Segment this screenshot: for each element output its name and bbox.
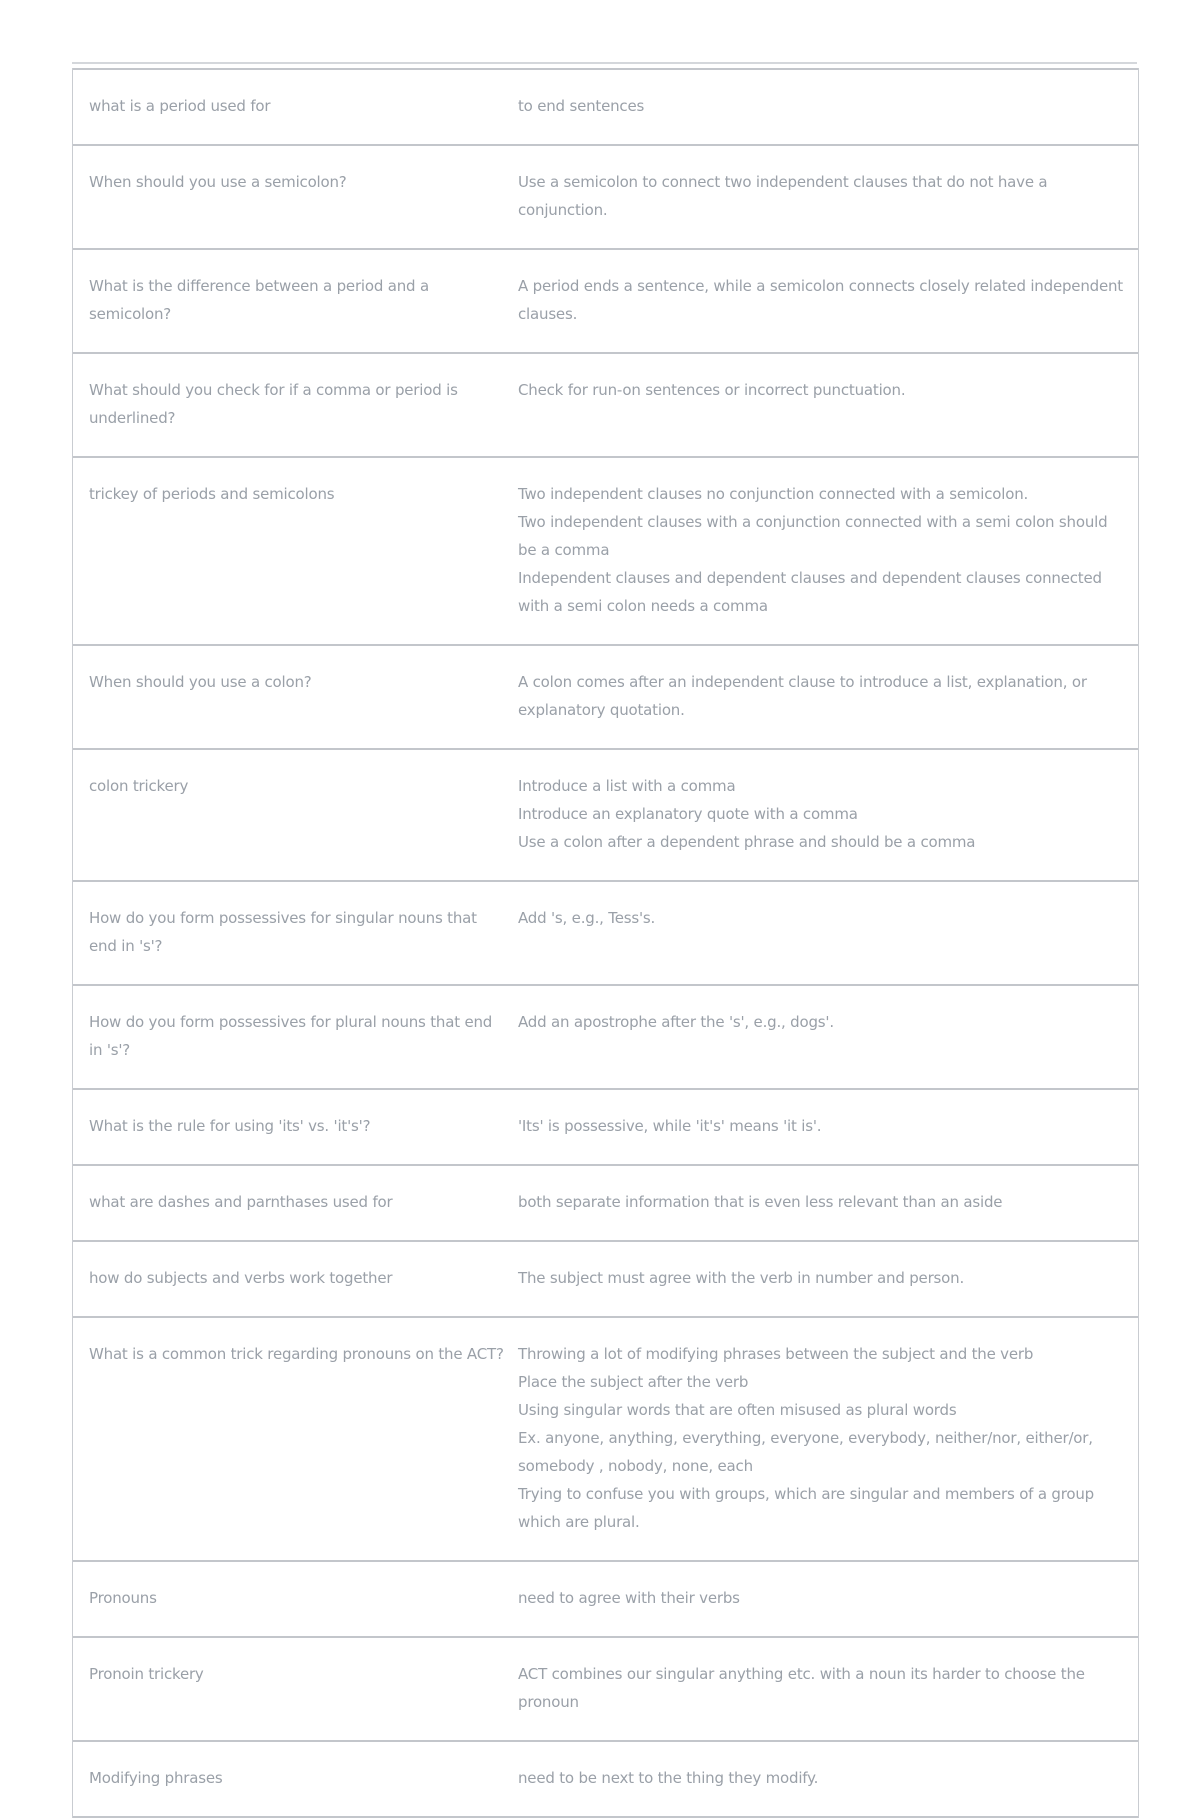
definition-line: Add an apostrophe after the 's', e.g., dogs'. bbox=[518, 1013, 834, 1031]
card-term: Modifying phrases bbox=[89, 1769, 223, 1787]
definition-line: Check for run-on sentences or incorrect punctuation. bbox=[518, 381, 906, 399]
card-term: When should you use a colon? bbox=[89, 673, 312, 691]
card-term: What is the rule for using 'its' vs. 'it's'? bbox=[89, 1117, 371, 1135]
definition-line: Using singular words that are often misused as plural words bbox=[518, 1401, 957, 1419]
card-definition bbox=[518, 1318, 1138, 1560]
card-definition bbox=[518, 1242, 1138, 1316]
card-term: What should you check for if a comma or period is underlined? bbox=[89, 381, 458, 427]
card-term: What is the difference between a period and a semicolon? bbox=[89, 277, 429, 323]
definition-line: Two independent clauses with a conjunction connected with a semi colon should be a comma bbox=[518, 513, 1108, 559]
card-definition bbox=[518, 250, 1138, 352]
card-row bbox=[73, 1636, 1138, 1740]
definition-line: Introduce a list with a comma bbox=[518, 777, 736, 795]
card-term: what are dashes and parnthases used for bbox=[89, 1193, 393, 1211]
card-definition bbox=[518, 146, 1138, 248]
card-row bbox=[73, 748, 1138, 880]
card-term: colon trickery bbox=[89, 777, 189, 795]
card-definition bbox=[518, 1562, 1138, 1636]
definition-line: need to be next to the thing they modify. bbox=[518, 1769, 819, 1787]
definition-line: Throwing a lot of modifying phrases between the subject and the verb bbox=[518, 1345, 1034, 1363]
card-definition bbox=[518, 750, 1138, 880]
flashcard-table bbox=[72, 68, 1139, 1818]
definition-line: Introduce an explanatory quote with a comma bbox=[518, 805, 858, 823]
card-term: How do you form possessives for plural nouns that end in 's'? bbox=[89, 1013, 493, 1059]
card-term: what is a period used for bbox=[89, 97, 271, 115]
card-definition bbox=[518, 458, 1138, 644]
definition-line: both separate information that is even less relevant than an aside bbox=[518, 1193, 1003, 1211]
card-row bbox=[73, 1240, 1138, 1316]
card-definition bbox=[518, 354, 1138, 456]
card-row bbox=[73, 248, 1138, 352]
definition-line: Use a semicolon to connect two independent clauses that do not have a conjunction. bbox=[518, 173, 1048, 219]
definition-line: Independent clauses and dependent clauses and dependent clauses connected with a semi colon needs a comma bbox=[518, 569, 1102, 615]
card-definition bbox=[518, 986, 1138, 1088]
card-row bbox=[73, 1740, 1138, 1818]
definition-line: ACT combines our singular anything etc. with a noun its harder to choose the pronoun bbox=[518, 1665, 1085, 1711]
card-definition bbox=[518, 646, 1138, 748]
definition-line: Trying to confuse you with groups, which are singular and members of a group which are plural. bbox=[518, 1485, 1094, 1531]
card-row bbox=[73, 1560, 1138, 1636]
card-term: trickey of periods and semicolons bbox=[89, 485, 335, 503]
definition-line: A period ends a sentence, while a semicolon connects closely related independent clauses. bbox=[518, 277, 1123, 323]
card-row bbox=[73, 1316, 1138, 1560]
card-term: When should you use a semicolon? bbox=[89, 173, 347, 191]
top-divider bbox=[72, 62, 1137, 64]
card-row bbox=[73, 1164, 1138, 1240]
card-definition bbox=[518, 1090, 1138, 1164]
definition-line: Two independent clauses no conjunction connected with a semicolon. bbox=[518, 485, 1029, 503]
card-row bbox=[73, 644, 1138, 748]
card-definition bbox=[518, 1742, 1138, 1816]
card-term: Pronouns bbox=[89, 1589, 157, 1607]
card-definition bbox=[518, 1638, 1138, 1740]
definition-line: Ex. anyone, anything, everything, everyone, everybody, neither/nor, either/or, somebody , nobody, none, each bbox=[518, 1429, 1093, 1475]
card-row bbox=[73, 880, 1138, 984]
card-row bbox=[73, 144, 1138, 248]
card-definition bbox=[518, 70, 1138, 144]
card-definition bbox=[518, 882, 1138, 984]
definition-line: 'Its' is possessive, while 'it's' means 'it is'. bbox=[518, 1117, 822, 1135]
card-row bbox=[73, 984, 1138, 1088]
card-row bbox=[73, 1088, 1138, 1164]
card-row bbox=[73, 352, 1138, 456]
card-term: How do you form possessives for singular nouns that end in 's'? bbox=[89, 909, 477, 955]
card-row bbox=[73, 456, 1138, 644]
definition-line: Add 's, e.g., Tess's. bbox=[518, 909, 656, 927]
definition-line: The subject must agree with the verb in number and person. bbox=[518, 1269, 965, 1287]
definition-line: Place the subject after the verb bbox=[518, 1373, 749, 1391]
definition-line: A colon comes after an independent clause to introduce a list, explanation, or explanatory quotation. bbox=[518, 673, 1087, 719]
card-row bbox=[73, 68, 1138, 144]
card-term: how do subjects and verbs work together bbox=[89, 1269, 393, 1287]
definition-line: Use a colon after a dependent phrase and should be a comma bbox=[518, 833, 976, 851]
card-term: Pronoin trickery bbox=[89, 1665, 204, 1683]
card-definition bbox=[518, 1166, 1138, 1240]
card-term: What is a common trick regarding pronouns on the ACT? bbox=[89, 1345, 504, 1363]
definition-line: need to agree with their verbs bbox=[518, 1589, 740, 1607]
definition-line: to end sentences bbox=[518, 97, 645, 115]
